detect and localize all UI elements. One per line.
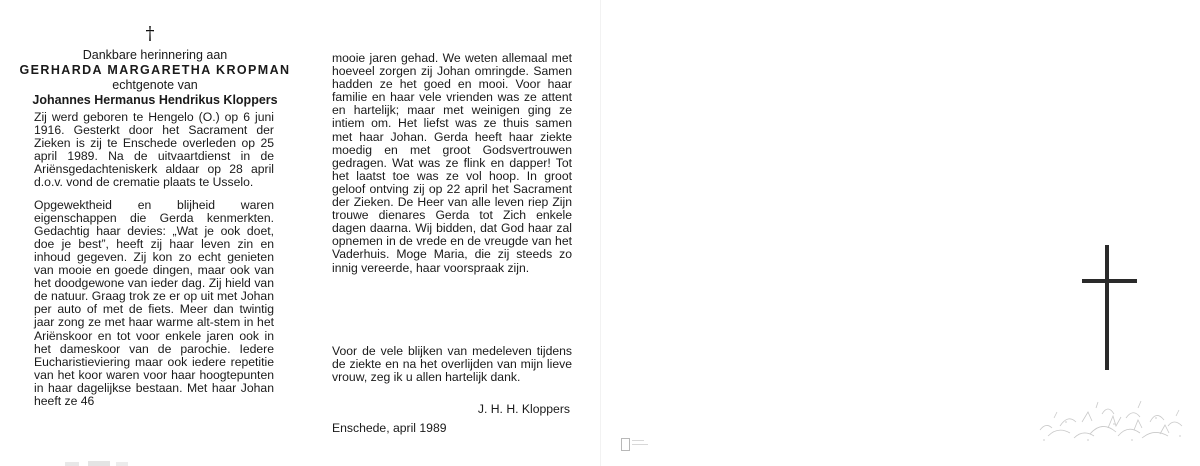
printer-mark-line (632, 444, 648, 445)
scan-edge-marks (20, 459, 170, 466)
cross-icon (1082, 245, 1137, 370)
birth-death-paragraph: Zij werd geboren te Hengelo (O.) op 6 juni 1916. Gesterkt door het Sacrament der Zieken is zij te Enschede overleden op 25 april 1989. Na de uitvaartdienst in de Ariënsgedachteniskerk aldaar op 28 april d.o.v. vond de crematie plaats te Usselo. (34, 110, 274, 190)
remembrance-line: Dankbare herinnering aan (82, 48, 228, 62)
biography-left-column (34, 111, 274, 408)
cross-horizontal-beam (1082, 279, 1137, 283)
printer-mark (621, 437, 651, 451)
grass-sketch-icon (1030, 378, 1190, 448)
small-cross-icon: † (145, 23, 155, 44)
continued-paragraph: mooie jaren gehad. We weten allemaal met hoeveel zorgen zij Johan omringde. Samen hadden ze het goed en mooi. Voor haar familie en haar vele vrienden was ze attent en hartelijk; maar met weinigen ging ze intiem om. Het liefst was ze thuis samen met haar Johan. Gerda heeft haar ziekte moedig en met groot Godsvertrouwen gedragen. Wat was ze flink en dapper! Tot het laatst toe was ze vol hoop. In groot geloof ontving zij op 22 april het Sacrament der Zieken. De Heer van alle leven riep Zijn trouwe dienares Gerda tot Zich enkele dagen daarna. Wij bidden, dat God haar zal opnemen in de vrede en de vreugde van het Vaderhuis. Moge Maria, die zij steeds zo innig vereerde, haar voorspraak zijn. (332, 51, 572, 275)
cross-vertical-beam (1105, 245, 1109, 370)
deceased-name: GERHARDA MARGARETHA KROPMAN (19, 63, 291, 77)
spouse-of-line: echtgenote van (112, 78, 198, 92)
memorial-header (10, 48, 300, 108)
thanks-text: Voor de vele blijken van medeleven tijdens de ziekte en na het overlijden van mijn lieve vrouw, zeg ik u allen hartelijk dank. (332, 344, 572, 385)
biography-middle-column (332, 52, 572, 275)
character-paragraph: Opgewektheid en blijheid waren eigenschappen die Gerda kenmerkten. Gedachtig haar devies: „Wat je ook doet, doe je best”, heeft zij haar leven zin en inhoud gegeven. Zij kon zo echt genieten van mooie en goede dingen, maar ook van het doodgewone van ieder dag. Zij hield van de natuur. Graag trok ze er op uit met Johan per auto of met de fiets. Meer dan twintig jaar zong ze met haar warme alt-stem in het Ariënskoor en tot voor enkele jaren ook in het dameskoor van de parochie. Iedere Eucharistieviering maar ook iedere repetitie van het koor waren voor haar hoogtepunten in haar dagelijkse bestaan. Met haar Johan heeft ze 46 (34, 197, 274, 408)
card-fold (600, 0, 601, 466)
thanks-paragraph (332, 345, 572, 384)
spouse-name: Johannes Hermanus Hendrikus Kloppers (32, 93, 278, 107)
printer-mark-line (632, 440, 644, 441)
signature: J. H. H. Kloppers (477, 402, 570, 416)
printer-mark-box (621, 438, 630, 451)
place-date: Enschede, april 1989 (332, 421, 447, 435)
